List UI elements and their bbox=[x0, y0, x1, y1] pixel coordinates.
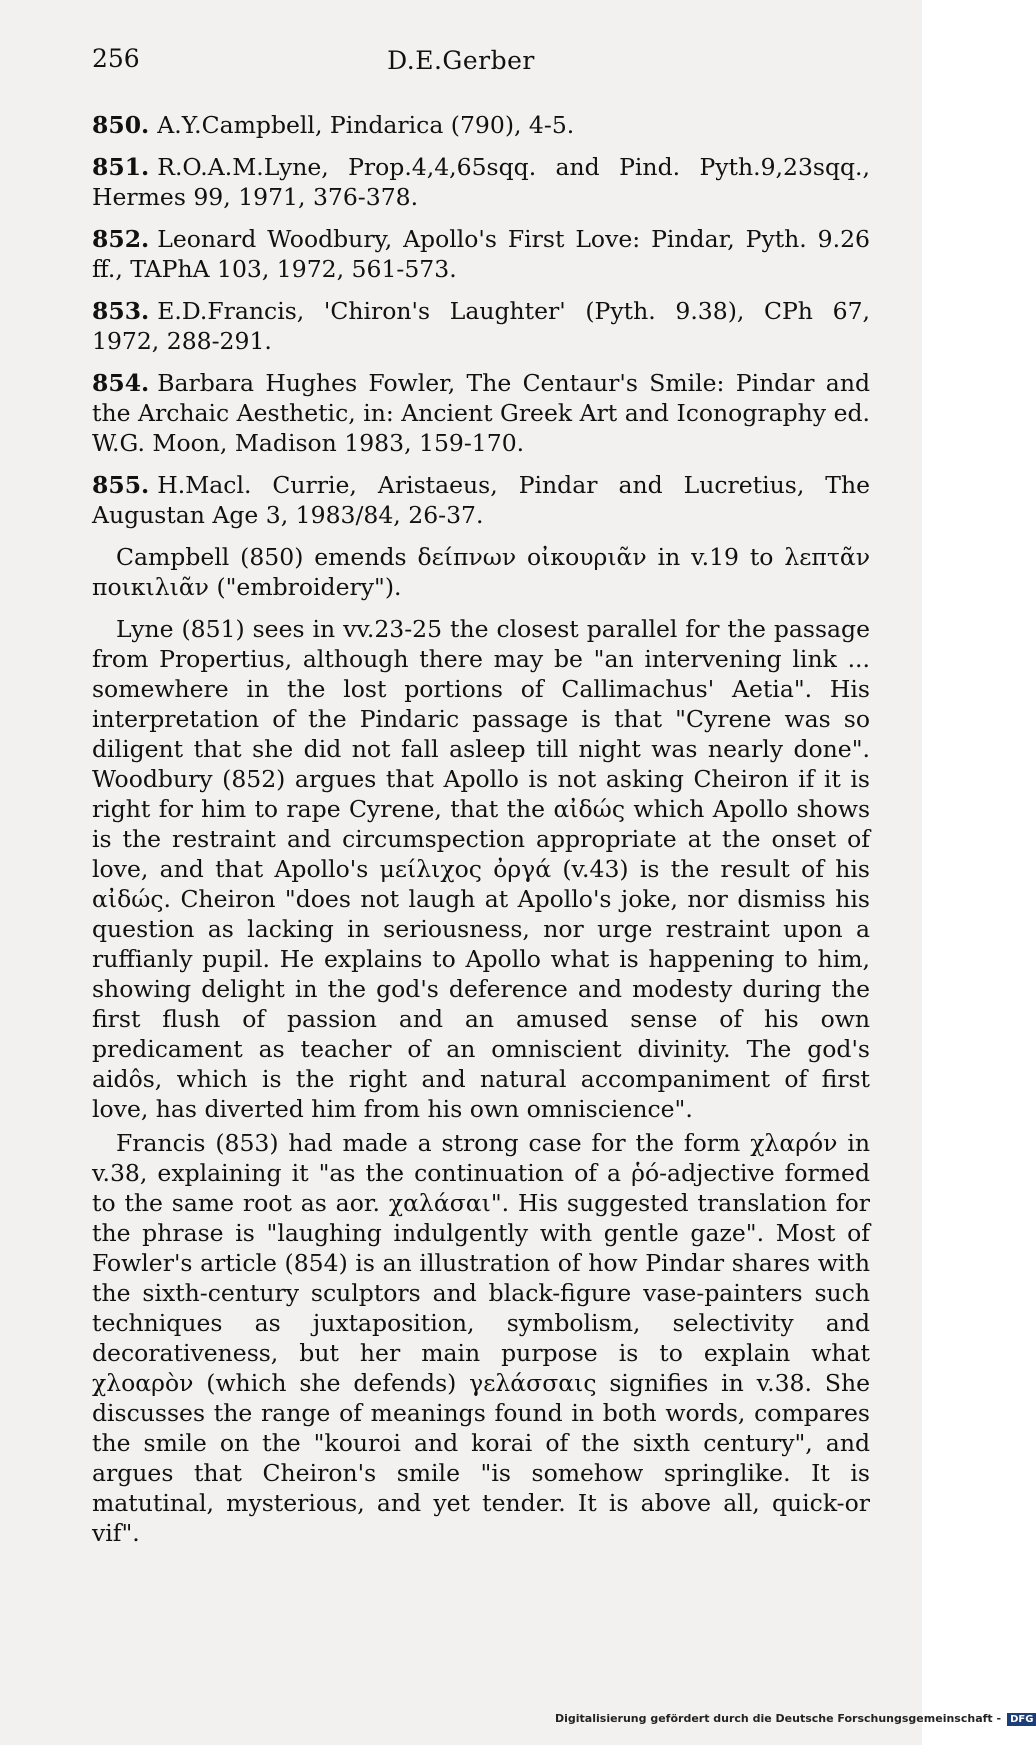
entry-text: Barbara Hughes Fowler, The Centaur's Smile: Pindar and the Archaic Aesthetic, in: Ancient Greek Art and Iconography ed. W.G. Moon, Madison 1983, 159-170. bbox=[92, 369, 870, 457]
entry-text: A.Y.Campbell, Pindarica (790), 4-5. bbox=[157, 111, 575, 139]
entry-number: 850. bbox=[92, 111, 150, 139]
entry-text: E.D.Francis, 'Chiron's Laughter' (Pyth. 9.38), CPh 67, 1972, 288-291. bbox=[92, 297, 870, 355]
entry-number: 854. bbox=[92, 369, 150, 397]
running-head: D.E.Gerber bbox=[387, 46, 535, 75]
bibliography-entry bbox=[92, 296, 870, 356]
digitization-footer bbox=[555, 1712, 1036, 1726]
entry-number: 855. bbox=[92, 471, 150, 499]
bibliography-entry bbox=[92, 224, 870, 284]
bibliography-entry bbox=[92, 368, 870, 458]
footer-text: Digitalisierung gefördert durch die Deutsche Forschungsgemeinschaft - bbox=[555, 1712, 1002, 1725]
body-paragraph: Campbell (850) emends δείπνων οἰκουριᾶν in v.19 to λεπτᾶν ποικιλιᾶν ("embroidery"). bbox=[92, 543, 870, 601]
bibliography-entry bbox=[92, 152, 870, 212]
entry-text: H.Macl. Currie, Aristaeus, Pindar and Lucretius, The Augustan Age 3, 1983/84, 26-37. bbox=[92, 471, 870, 529]
entry-text: R.O.A.M.Lyne, Prop.4,4,65sqq. and Pind. Pyth.9,23sqq., Hermes 99, 1971, 376-378. bbox=[92, 153, 870, 211]
entry-number: 851. bbox=[92, 153, 150, 181]
entry-number: 852. bbox=[92, 225, 150, 253]
entry-text: Leonard Woodbury, Apollo's First Love: Pindar, Pyth. 9.26 ff., TAPhA 103, 1972, 561-573. bbox=[92, 225, 870, 283]
dfg-logo: DFG bbox=[1007, 1713, 1036, 1726]
entry-number: 853. bbox=[92, 297, 150, 325]
page-header bbox=[92, 44, 830, 80]
scan-margin bbox=[922, 0, 1000, 1700]
body-text bbox=[92, 110, 870, 1548]
body-paragraph: Lyne (851) sees in vv.23-25 the closest parallel for the passage from Propertius, although there may be "an intervening link ... somewhere in the lost portions of Callimachus' Aetia". His interpretation of the Pindaric passage is that "Cyrene was so diligent that she did not fall asleep till night was nearly done". Woodbury (852) argues that Apollo is not asking Cheiron if it is right for him to rape Cyrene, that the αἰδώς which Apollo shows is the restraint and circumspection appropriate at the onset of love, and that Apollo's μείλιχος ὀργά (v.43) is the result of his αἰδώς. Cheiron "does not laugh at Apollo's joke, nor dismiss his question as lacking in seriousness, nor urge restraint upon a ruffianly pupil. He explains to Apollo what is happening to him, showing delight in the god's deference and modesty during the first flush of passion and an amused sense of his own predicament as teacher of an omniscient divinity. The god's aidôs, which is the right and natural accompaniment of first love, has diverted him from his own omniscience". bbox=[92, 615, 870, 1123]
page-number: 256 bbox=[92, 44, 140, 73]
bibliography-entry bbox=[92, 470, 870, 530]
bibliography-entry bbox=[92, 110, 870, 140]
body-paragraph: Francis (853) had made a strong case for the form χλαρόν in v.38, explaining it "as the continuation of a ῥό-adjective formed to the same root as aor. χαλάσαι". His suggested translation for the phrase is "laughing indulgently with gentle gaze". Most of Fowler's article (854) is an illustration of how Pindar shares with the sixth-century sculptors and black-figure vase-painters such techniques as juxtaposition, symbolism, selectivity and decorativeness, but her main purpose is to explain what χλοαρὸν (which she defends) γελάσσαις signifies in v.38. She discusses the range of meanings found in both words, compares the smile on the "kouroi and korai of the sixth century", and argues that Cheiron's smile "is somehow springlike. It is matutinal, mysterious, and yet tender. It is above all, quick-or vif". bbox=[92, 1129, 870, 1547]
